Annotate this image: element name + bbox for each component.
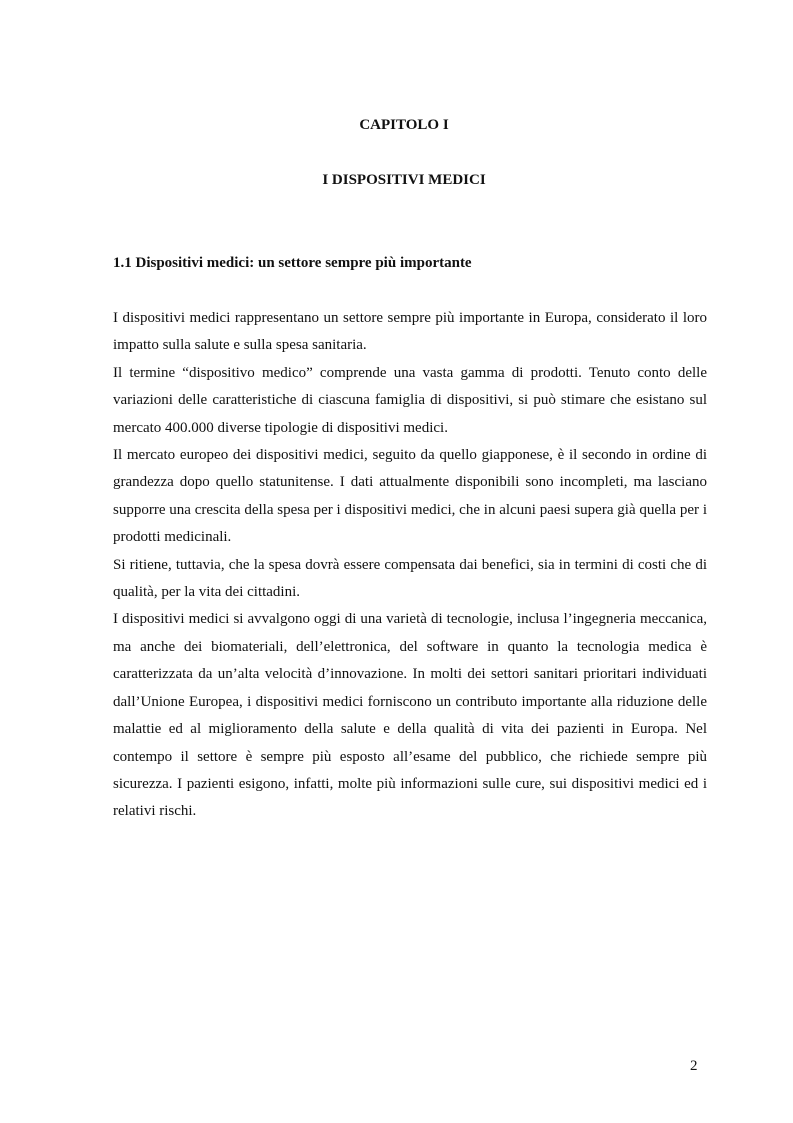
- paragraph: Il termine “dispositivo medico” comprende una vasta gamma di prodotti. Tenuto conto delle variazioni delle caratteristiche di ciascuna famiglia di dispositivi, si può stimare che esistano sul mercato 400.000 diverse tipologie di dispositivi medici.: [113, 364, 707, 436]
- page-number: 2: [690, 1058, 698, 1074]
- paragraph: I dispositivi medici si avvalgono oggi di una varietà di tecnologie, inclusa l’ingegneria meccanica, ma anche dei biomateriali, dell’elettronica, del software in quanto la tecnologia medica è caratterizzata da un’alta velocità d’innovazione. In molti dei settori sanitari prioritari individuati dall’Unione Europea, i dispositivi medici forniscono un contributo importante alla riduzione delle malattie ed al miglioramento della salute e della qualità di vita dei pazienti in Europa. Nel contempo il settore è sempre più esposto all’esame del pubblico, che richiede sempre più sicurezza. I pazienti esigono, infatti, molte più informazioni sulle cure, sui dispositivi medici ed i relativi rischi.: [113, 611, 707, 820]
- section-body: [113, 305, 707, 826]
- chapter-title: I DISPOSITIVI MEDICI: [322, 172, 486, 188]
- paragraph: Si ritiene, tuttavia, che la spesa dovrà essere compensata dai benefici, sia in termini di costi che di qualità, per la vita dei cittadini.: [113, 556, 707, 601]
- paragraph: Il mercato europeo dei dispositivi medici, seguito da quello giapponese, è il secondo in ordine di grandezza dopo quello statunitense. I dati attualmente disponibili sono incompleti, ma lasciano supporre una crescita della spesa per i dispositivi medici, che in alcuni paesi supera già quella per i prodotti medicinali.: [113, 447, 707, 546]
- chapter-label: CAPITOLO I: [359, 117, 449, 133]
- section-heading: 1.1 Dispositivi medici: un settore sempre più importante: [113, 255, 472, 271]
- paragraph: I dispositivi medici rappresentano un settore sempre più importante in Europa, considerato il loro impatto sulla salute e sulla spesa sanitaria.: [113, 310, 707, 354]
